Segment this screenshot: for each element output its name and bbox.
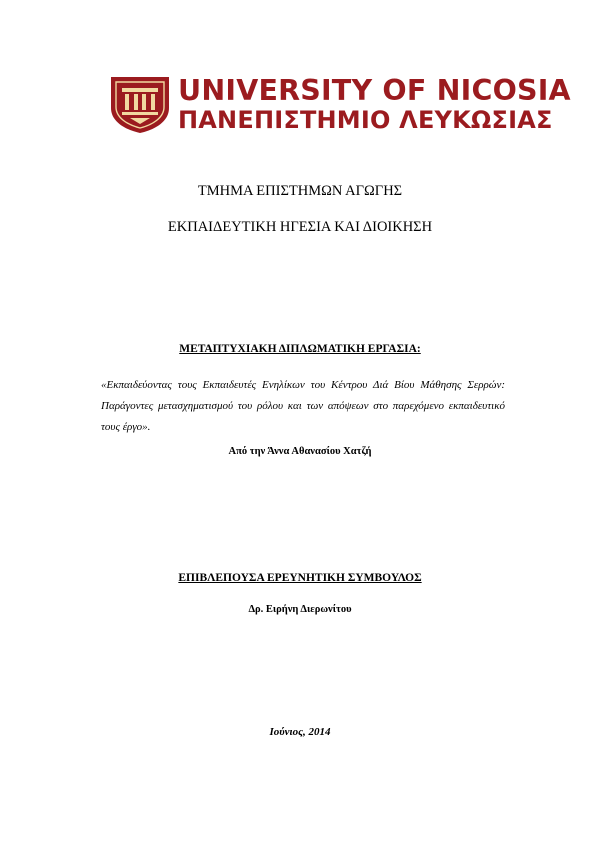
- author-line: Από την Άννα Αθανασίου Χατζή: [228, 446, 372, 457]
- university-name-english: UNIVERSITY OF NICOSIA: [178, 74, 571, 107]
- submission-date: Ιούνιος, 2014: [269, 726, 331, 738]
- thesis-label: ΜΕΤΑΠΤΥΧΙΑΚΗ ΔΙΠΛΩΜΑΤΙΚΗ ΕΡΓΑΣΙΑ:: [179, 343, 421, 355]
- department-heading: ΤΜΗΜΑ ΕΠΙΣΤΗΜΩΝ ΑΓΩΓΗΣ: [197, 183, 403, 199]
- university-logo: [108, 74, 571, 134]
- university-crest-icon: [108, 74, 172, 134]
- programme-heading: ΕΚΠΑΙΔΕΥΤΙΚΗ ΗΓΕΣΙΑ ΚΑΙ ΔΙΟΙΚΗΣΗ: [167, 219, 433, 235]
- supervisor-label: ΕΠΙΒΛΕΠΟΥΣΑ ΕΡΕΥΝΗΤΙΚΗ ΣΥΜΒΟΥΛΟΣ: [178, 572, 422, 584]
- thesis-title: «Εκπαιδεύοντας τους Εκπαιδευτές Ενηλίκων του Κέντρου Διά Βίου Μάθησης Σερρών: Παράγοντες μετασχηματισμού του ρόλου και των απόψεων στο παρεχόμενο εκπαιδευτικό τους έργο».: [101, 379, 505, 433]
- supervisor-name: Δρ. Ειρήνη Διερωνίτου: [248, 604, 352, 615]
- university-name-greek: ΠΑΝΕΠΙΣΤΗΜΙΟ ΛΕΥΚΩΣΙΑΣ: [178, 106, 553, 134]
